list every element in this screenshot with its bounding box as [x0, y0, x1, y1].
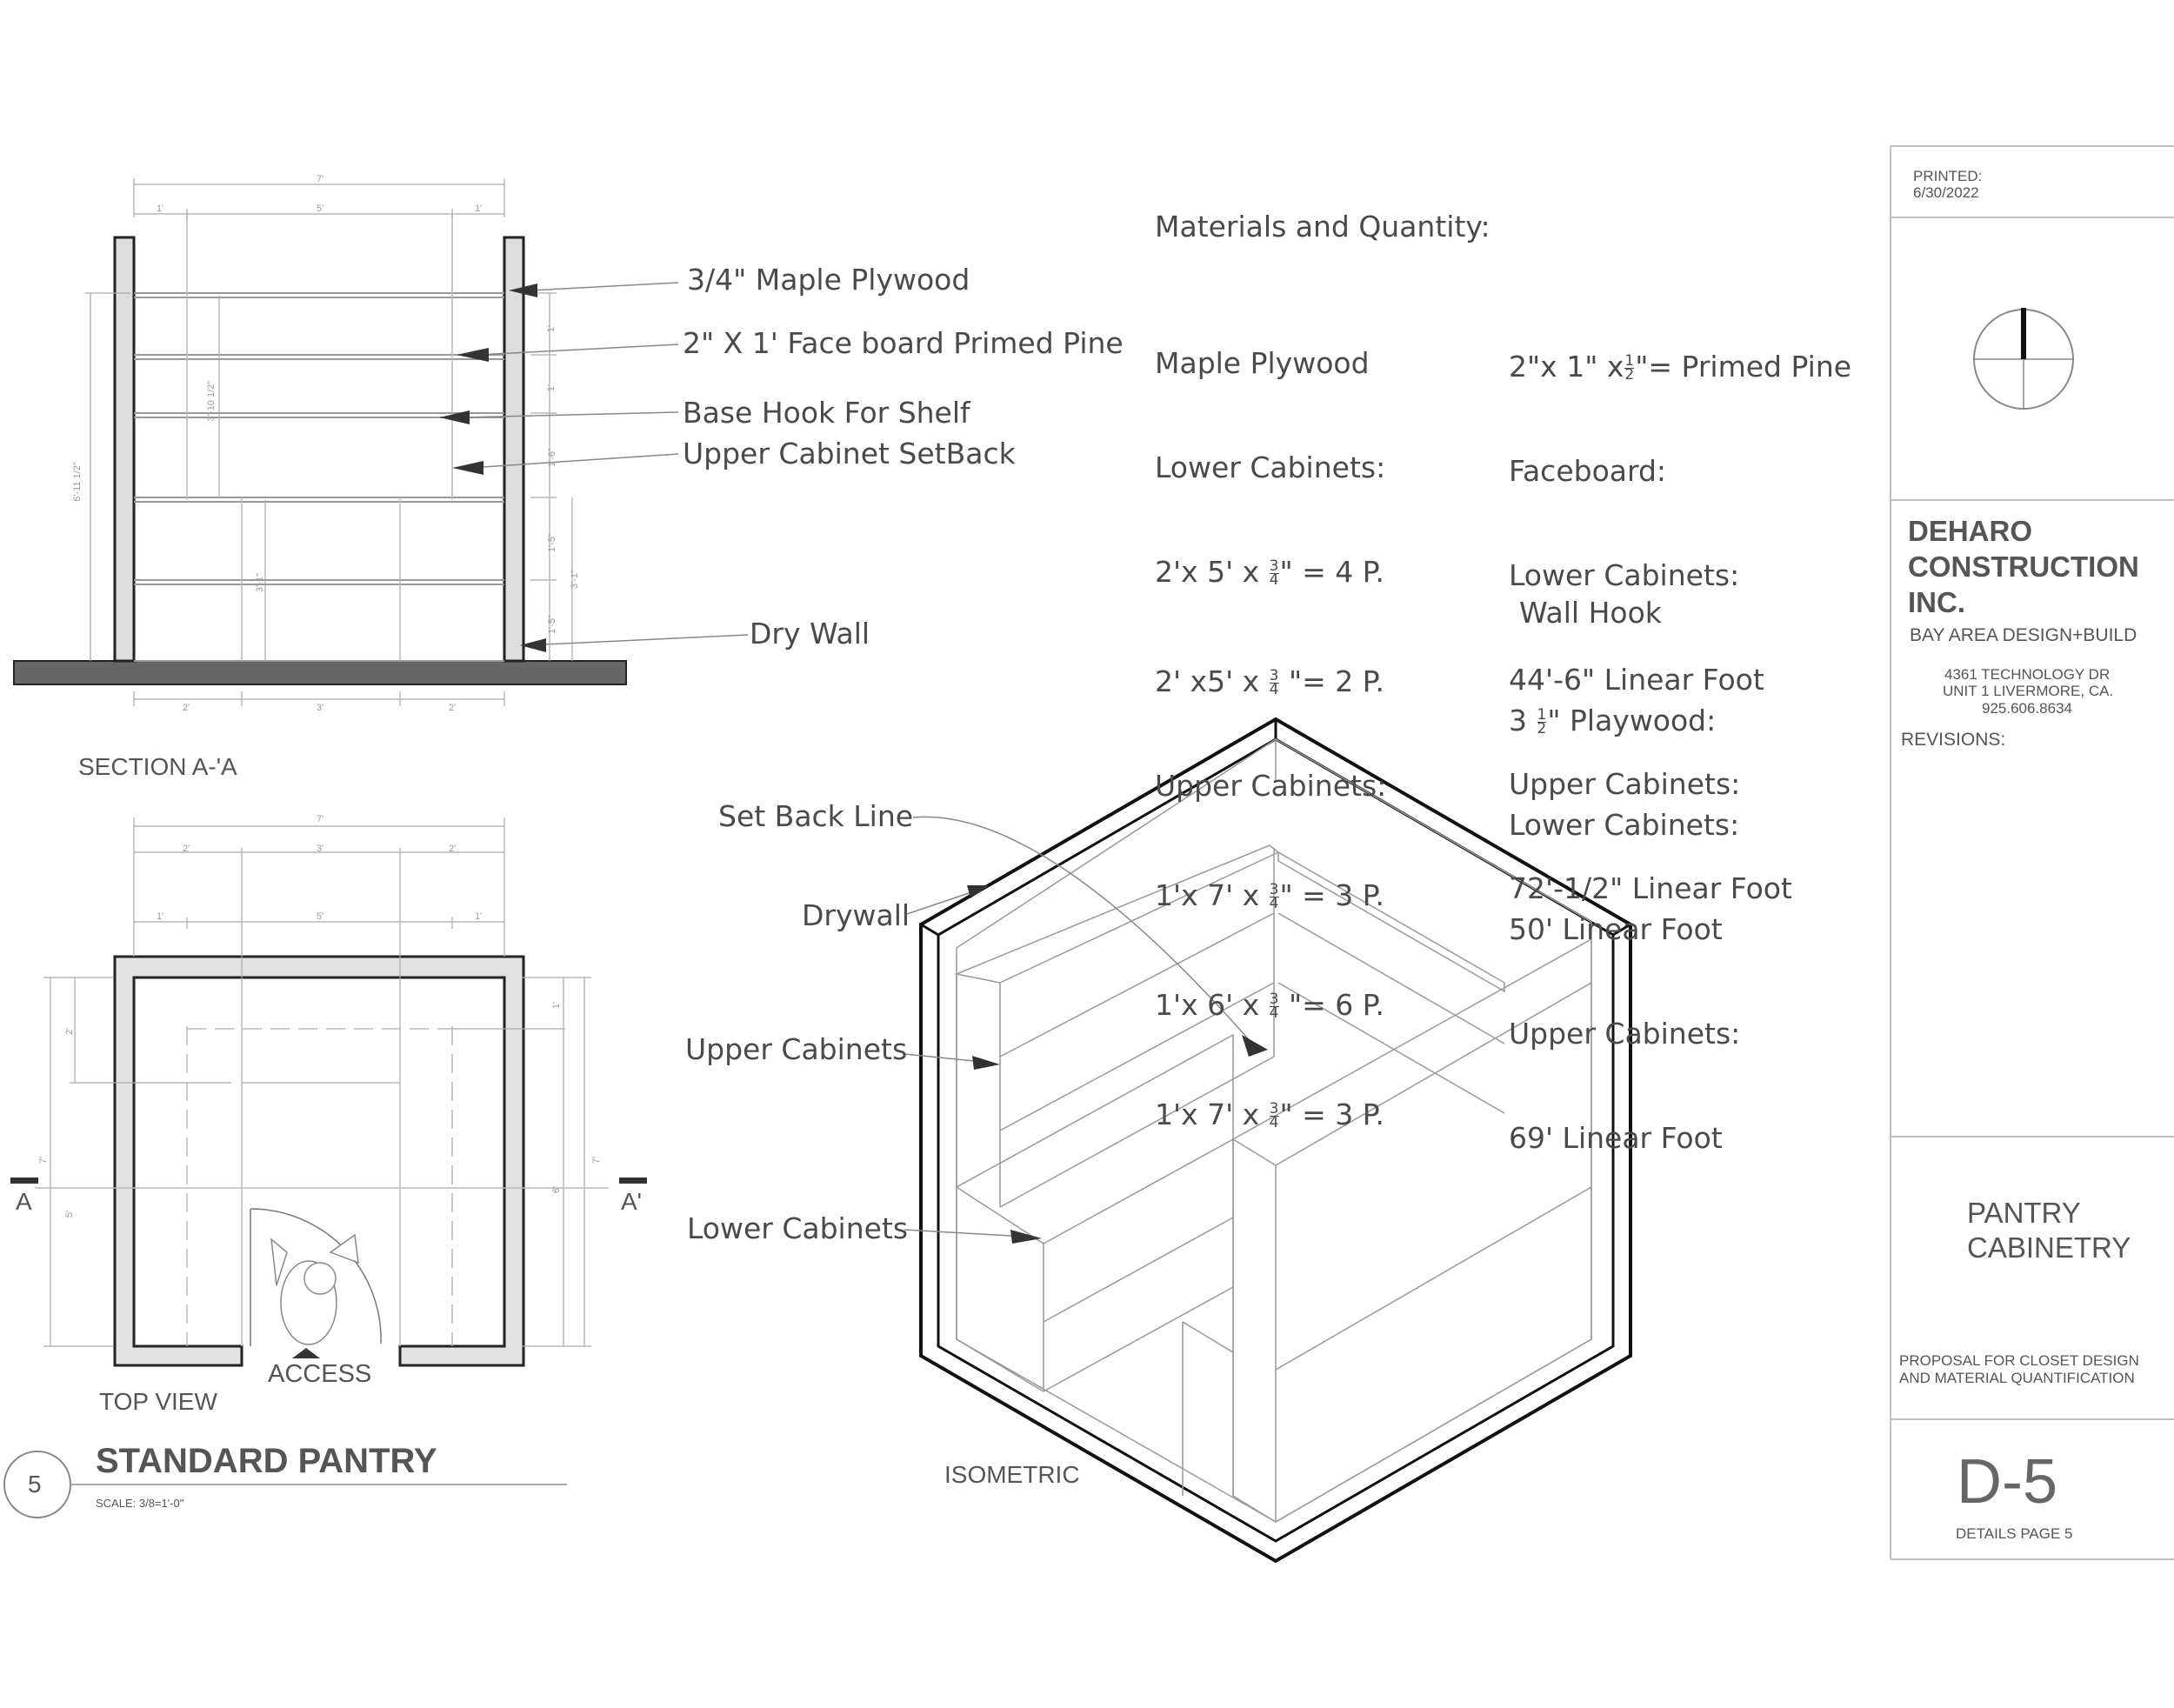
materials-heading: Materials and Quantity:	[1155, 210, 1490, 244]
callout-set-back-line: Set Back Line	[718, 799, 914, 833]
company-name-2: CONSTRUCTION	[1908, 550, 2139, 583]
company-address-1: 4361 TECHNOLOGY DR	[1944, 666, 2111, 683]
top-view-drawing	[10, 817, 647, 1365]
callout-upper-setback: Upper Cabinet SetBack	[683, 437, 1016, 470]
section-dim-inner: 3'-10 1/2"	[206, 380, 217, 422]
top-dim-left-3: 5'	[64, 1210, 76, 1218]
hook-line: 3 $\frac{1}{2}$ " Playwood:	[1509, 704, 1717, 737]
revisions-label: REVISIONS:	[1901, 730, 2006, 750]
section-dim-right-3: 1'-6"	[546, 448, 557, 467]
top-dim-top-1: 2'	[183, 844, 190, 854]
section-dim-bottom-3: 2'	[449, 703, 457, 713]
printed-date: 6/30/2022	[1913, 184, 1979, 201]
top-dim-mid-3: 1'	[475, 911, 483, 922]
section-dim-right-4: 1'-5"	[546, 533, 557, 552]
section-dim-bottom-2: 3'	[317, 703, 324, 713]
hook-lower-title: Lower Cabinets:	[1509, 808, 1740, 842]
pine-lower-value: 44'-6" Linear Foot	[1509, 663, 1764, 697]
detail-number: 5	[28, 1471, 42, 1498]
pine-upper-title: Upper Cabinets:	[1509, 767, 1741, 801]
materials-plywood-block	[1155, 277, 1386, 1167]
detail-scale: SCALE: 3/8=1'-0"	[96, 1497, 184, 1510]
section-dim-top-3: 1'	[475, 203, 483, 214]
isometric-title: ISOMETRIC	[944, 1461, 1080, 1488]
section-dim-overall: 7'	[317, 174, 324, 184]
project-description-2: AND MATERIAL QUANTIFICATION	[1899, 1370, 2135, 1386]
company-address-2: UNIT 1 LIVERMORE, CA.	[1943, 683, 2114, 699]
plywood-upper-row-2: 1'x 6' x $\frac{3}{4}$ "= 6 P.	[1155, 988, 1385, 1022]
callout-lower-cabinets: Lower Cabinets	[687, 1211, 909, 1245]
section-view-title: SECTION A-'A	[78, 753, 237, 780]
project-name-1: PANTRY	[1967, 1197, 2081, 1229]
company-name-1: DEHARO	[1908, 515, 2033, 547]
section-dim-lower: 3'-1"	[254, 573, 265, 592]
hook-upper-value: 69' Linear Foot	[1509, 1121, 1723, 1155]
callout-upper-cabinets: Upper Cabinets	[685, 1032, 908, 1066]
company-phone: 925.606.8634	[1982, 700, 2072, 717]
hook-lower-value: 50' Linear Foot	[1509, 912, 1723, 946]
plywood-title: Maple Plywood	[1155, 346, 1370, 380]
section-view-drawing	[14, 178, 748, 706]
callout-face-board: 2" X 1' Face board Primed Pine	[683, 326, 1124, 360]
hook-upper-title: Upper Cabinets:	[1509, 1017, 1741, 1051]
top-dim-right-1: 1'	[551, 1001, 563, 1010]
section-dim-bottom-1: 2'	[183, 703, 190, 713]
callout-dry-wall: Dry Wall	[750, 617, 870, 651]
top-dim-mid-2: 5'	[317, 911, 324, 922]
company-name-3: INC.	[1908, 586, 1965, 618]
pine-line: 2"x 1" x $\frac{1}{2}$ "= Primed Pine	[1509, 350, 1852, 384]
pine-upper-value: 72'-1/2" Linear Foot	[1509, 871, 1792, 905]
top-dim-top-2: 3'	[317, 844, 324, 854]
sheet-number: D-5	[1957, 1447, 2058, 1517]
section-dim-top-1: 1'	[157, 203, 164, 214]
hook-title: Wall Hook	[1519, 596, 1662, 630]
project-name-2: CABINETRY	[1967, 1231, 2131, 1264]
sheet-caption: DETAILS PAGE 5	[1956, 1525, 2073, 1542]
callout-maple-plywood: 3/4" Maple Plywood	[687, 263, 970, 297]
callout-drywall: Drywall	[802, 898, 910, 932]
top-dim-top-3: 2'	[449, 844, 457, 854]
section-mark-a-prime: A'	[621, 1188, 643, 1215]
plywood-lower-row-2: 2' x5' x $\frac{3}{4}$ "= 2 P.	[1155, 664, 1385, 698]
pine-faceboard: Faceboard:	[1509, 454, 1667, 488]
top-dim-overall: 7'	[317, 814, 324, 824]
callout-base-hook: Base Hook For Shelf	[683, 396, 970, 430]
plywood-upper-row-3: 1'x 7' x $\frac{3}{4}$ " = 3 P.	[1155, 1098, 1385, 1131]
detail-title: STANDARD PANTRY	[96, 1442, 437, 1480]
access-label: ACCESS	[268, 1360, 372, 1388]
plywood-lower-title: Lower Cabinets:	[1155, 450, 1386, 484]
printed-label: PRINTED:	[1913, 168, 1983, 184]
top-view-title: TOP VIEW	[99, 1388, 217, 1415]
plywood-lower-row-1: 2'x 5' x $\frac{3}{4}$ " = 4 P.	[1155, 555, 1385, 589]
materials-hook-block	[1509, 526, 1740, 1191]
top-dim-right-3: 6'	[551, 1185, 563, 1194]
section-dim-left: 6'-11 1/2"	[71, 462, 83, 502]
pine-lower-title: Lower Cabinets:	[1509, 558, 1740, 592]
top-dim-mid-1: 1'	[157, 911, 164, 922]
section-dim-top-2: 5'	[317, 203, 324, 214]
north-arrow-icon	[1974, 308, 2073, 409]
section-dim-right-1: 1'	[546, 324, 557, 333]
plywood-upper-title: Upper Cabinets:	[1155, 769, 1387, 803]
section-dim-right-5: 1'-5"	[546, 615, 557, 634]
section-dim-right-outer: 3'-1"	[569, 570, 580, 589]
top-dim-left-2: 7'	[38, 1156, 50, 1164]
section-dim-right-2: 1'	[546, 384, 557, 392]
top-dim-left-1: 2'	[64, 1027, 76, 1036]
company-tagline: BAY AREA DESIGN+BUILD	[1910, 625, 2137, 645]
section-mark-a: A	[16, 1188, 32, 1215]
plywood-upper-row-1: 1'x 7' x $\frac{3}{4}$ " = 3 P.	[1155, 878, 1385, 912]
title-block-frame	[1891, 146, 2174, 1559]
project-description-1: PROPOSAL FOR CLOSET DESIGN	[1899, 1352, 2139, 1369]
top-dim-right-2: 7'	[591, 1156, 603, 1164]
